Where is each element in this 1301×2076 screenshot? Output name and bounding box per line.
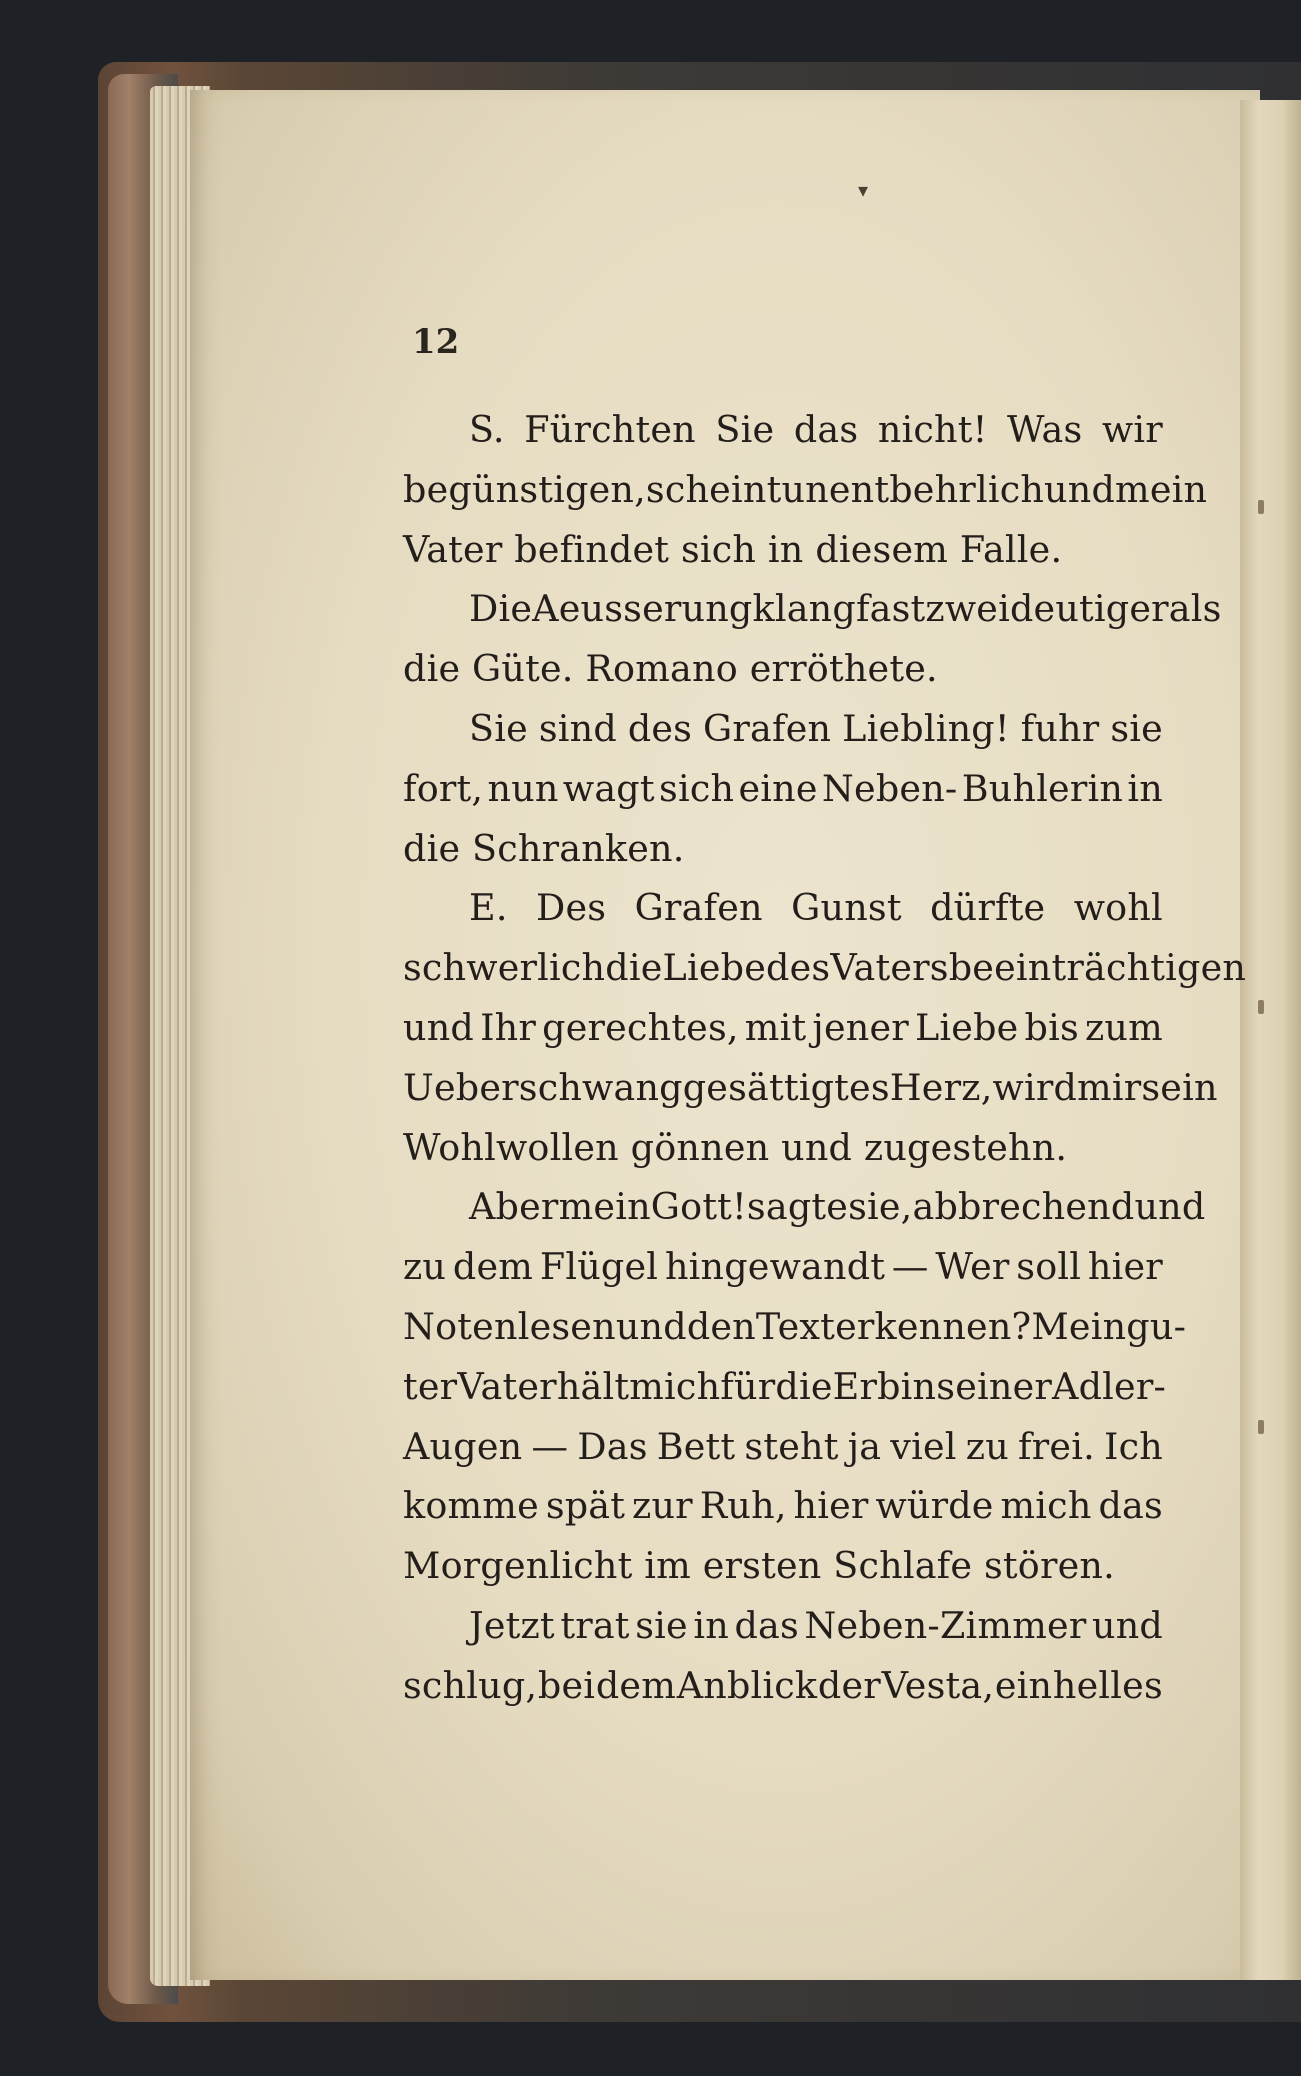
text-line: Ueberschwang gesättigtes Herz, wird mir sein	[403, 1065, 1218, 1109]
text-line: Augen — Das Bett steht ja viel zu frei. Ich	[403, 1424, 1163, 1468]
gutter-mark	[1258, 1420, 1264, 1434]
gutter-mark	[1258, 1000, 1264, 1014]
text-line: und Ihr gerechtes, mit jener Liebe bis zum	[403, 1005, 1163, 1049]
text-line: schlug, bei dem Anblick der Vesta, ein helles	[403, 1663, 1163, 1707]
page-body-text	[403, 400, 1247, 1716]
text-line: fort, nun wagt sich eine Neben- Buhlerin in	[403, 766, 1163, 810]
page-number: 12	[412, 322, 460, 362]
text-line: E. Des Grafen Gunst dürfte wohl	[469, 886, 1163, 930]
text-line: ter Vater hält mich für die Erbin seiner Adler-	[403, 1364, 1167, 1408]
text-line: schwerlich die Liebe des Vaters beeinträchtigen	[403, 946, 1247, 990]
facing-page-edge	[1240, 100, 1301, 1980]
text-line: Jetzt trat sie in das Neben-Zimmer und	[469, 1603, 1163, 1647]
text-line: Vater befindet sich in diesem Falle.	[403, 527, 1063, 571]
text-line: Morgenlicht im ersten Schlafe stören.	[403, 1544, 1115, 1588]
text-line: die Schranken.	[403, 826, 685, 870]
text-line: begünstigen, scheint unentbehrlich und mein	[403, 467, 1208, 511]
text-line: Noten lesen und den Text erkennen? Mein gu-	[403, 1304, 1187, 1348]
text-line: Wohlwollen gönnen und zugestehn.	[403, 1125, 1068, 1169]
text-line: die Güte. Romano erröthete.	[403, 647, 938, 691]
text-line: Aber mein Gott! sagte sie, abbrechend und	[469, 1185, 1206, 1229]
text-line: S. Fürchten Sie das nicht! Was wir	[469, 408, 1163, 451]
gutter-mark	[1258, 500, 1264, 514]
printer-ornament: ▾	[858, 178, 869, 202]
text-line: Die Aeusserung klang fast zweideutiger als	[469, 587, 1222, 631]
text-line: Sie sind des Grafen Liebling! fuhr sie	[469, 706, 1163, 750]
text-line: zu dem Flügel hingewandt — Wer soll hier	[403, 1245, 1163, 1289]
text-line: komme spät zur Ruh, hier würde mich das	[403, 1484, 1163, 1528]
